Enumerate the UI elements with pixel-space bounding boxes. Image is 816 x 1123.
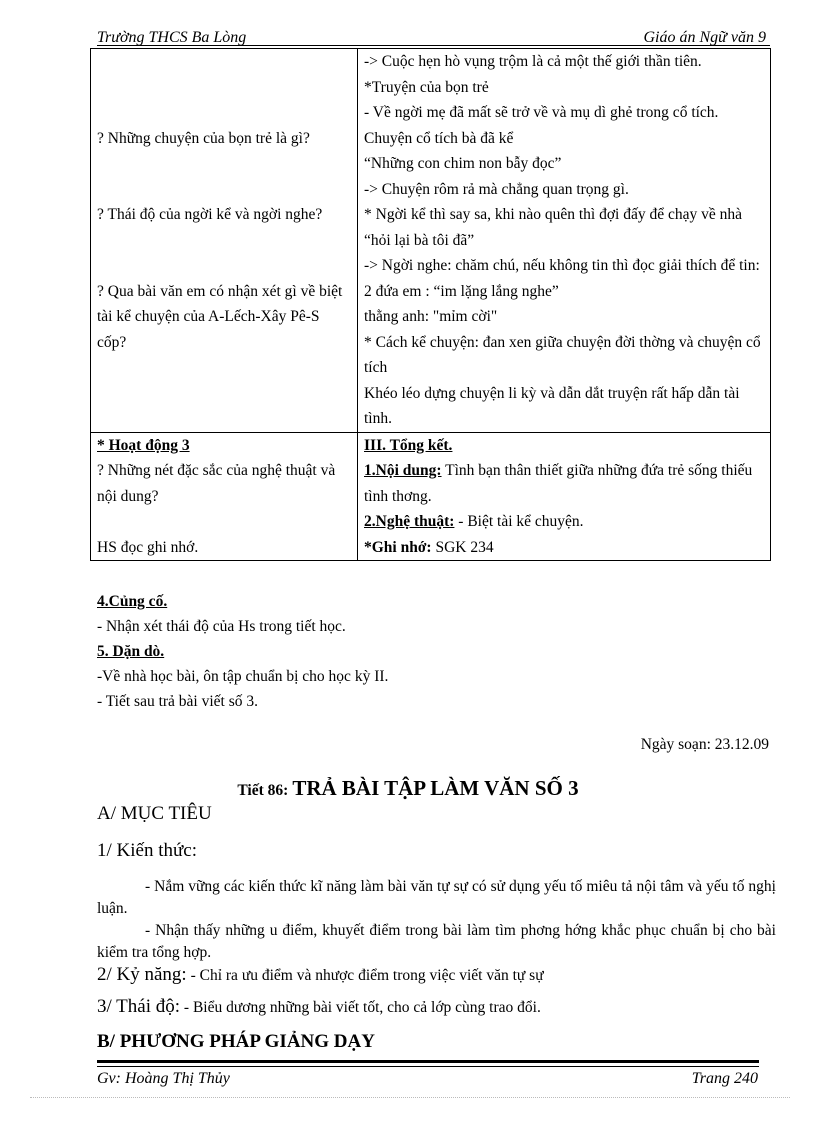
footer-rule [97,1066,759,1067]
footer-teacher: Gv: Hoàng Thị Thủy [97,1070,230,1087]
table-cell-left [91,432,358,561]
homework-line: -Về nhà học bài, ôn tập chuẩn bị cho học kỳ II. [97,668,389,685]
student-task: HS đọc ghi nhớ. [97,538,199,556]
skills-label: 2/ Kỷ năng: [97,964,187,985]
table-row [91,49,771,433]
answer-text: thằng anh: "mỉm cời" [364,308,498,325]
content-summary [364,458,764,509]
page-edge [30,1097,790,1098]
knowledge-paragraph: - Nắm vững các kiến thức kĩ năng làm bài văn tự sự có sử dụng yếu tố miêu tả nội tâm và yếu tố nghị luận. [97,878,776,917]
summary-heading: III. Tổng kết. [364,436,453,454]
table-cell-right [358,49,771,433]
attitude-text: - Biểu dương những bài viết tốt, cho cả lớp cùng trao đổi. [180,999,541,1016]
objectives-heading: A/ MỤC TIÊU [97,803,212,824]
footer-page: Trang 240 [691,1070,758,1087]
answer-text: * Cách kể chuyện: đan xen giữa chuyện đời thờng và chuyện cổ tích [364,333,761,376]
lesson-title [0,776,816,801]
knowledge-heading: 1/ Kiến thức: [97,840,198,861]
skills-line [97,964,544,987]
answer-text: - Về ngời mẹ đã mất sẽ trở về và mụ dì ghẻ trong cổ tích. [364,104,719,121]
homework-line: - Tiết sau trả bài viết số 3. [97,693,259,710]
table-cell-right [358,432,771,561]
question-text: ? Thái độ của ngời kể và ngời nghe? [97,206,323,223]
attitude-label: 3/ Thái độ: [97,996,181,1017]
question-text: ? Những chuyện của bọn trẻ là gì? [97,129,310,147]
homework-heading: 5. Dặn dò. [97,643,165,660]
art-text: - Biệt tài kể chuyện. [454,513,584,530]
prep-date: Ngày soạn: 23.12.09 [640,736,769,753]
lesson-name: TRẢ BÀI TẬP LÀM VĂN SỐ 3 [292,776,579,800]
header-rule [97,45,770,46]
skills-text: - Chỉ ra ưu điểm và nhược điểm trong việc viết văn tự sự [186,967,544,984]
art-label: 2.Nghệ thuật: [364,513,455,530]
consolidation-line: - Nhận xét thái độ của Hs trong tiết học. [97,618,346,635]
consolidation-heading: 4.Củng cố. [97,593,168,610]
memo-summary [364,535,764,561]
lesson-number: Tiết 86: [237,782,289,799]
knowledge-paragraph: - Nhận thấy những u điểm, khuyết điểm trong bài làm tìm phơng hớng khắc phục chuẩn bị cho bài kiểm tra tổng hợp. [97,922,776,961]
content-text: Tình bạn thân thiết giữa những đứa trẻ sống thiếu tình thơng. [364,462,753,505]
activity-heading: * Hoạt động 3 [97,436,190,454]
attitude-line [97,996,541,1019]
memo-text: SGK 234 [431,538,494,556]
answer-text: -> Chuyện rôm rả mà chẳng quan trọng gì. [364,180,629,198]
answer-text: * Ngời kể thì say sa, khi nào quên thì đợi đấy để chạy về nhà “hỏi lại bà tôi đã” [364,206,742,249]
header-school: Trường THCS Ba Lòng [97,29,247,46]
question-text: ? Những nét đặc sắc của nghệ thuật và nội dung? [97,462,336,505]
art-summary [364,509,764,535]
lesson-table [90,48,771,561]
answer-text: “Những con chim non bẫy đọc” [364,155,562,172]
question-text: ? Qua bài văn em có nhận xét gì về biệt tài kể chuyện của A-Lếch-Xây Pê-S cốp? [97,282,343,351]
content-label: 1.Nội dung: [364,462,442,479]
methods-heading: B/ PHƯƠNG PHÁP GIẢNG DẠY [97,1031,375,1052]
memo-label: *Ghi nhớ: [364,538,432,556]
answer-text: Khéo léo dựng chuyện li kỳ và dẫn dắt truyện rất hấp dẫn tài tình. [364,384,740,427]
answer-text: *Truyện của bọn trẻ [364,78,489,96]
answer-text: -> Ngời nghe: chăm chú, nếu không tin thì đọc giải thích để tin: 2 đứa em : “im lặng lắng nghe” [364,257,760,300]
footer-rule [97,1060,759,1063]
table-cell-left [91,49,358,433]
header-subject: Giáo án Ngữ văn 9 [643,29,766,46]
answer-text: Chuyện cổ tích bà đã kể [364,129,514,147]
table-row [91,432,771,561]
answer-text: -> Cuộc hẹn hò vụng trộm là cả một thế giới thần tiên. [364,53,702,70]
